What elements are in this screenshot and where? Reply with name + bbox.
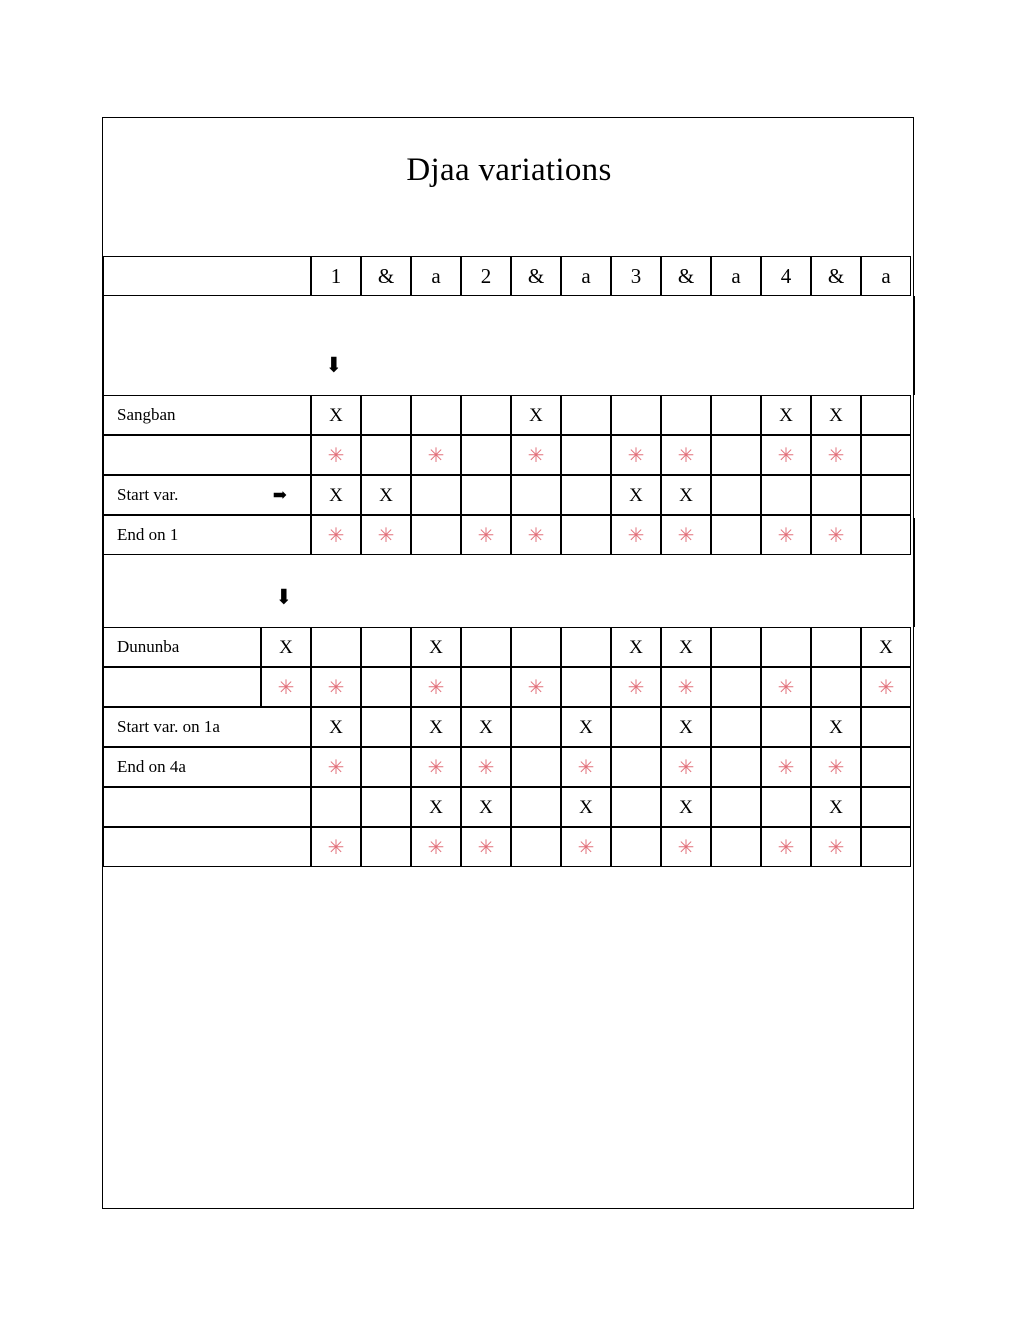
hit-cell — [811, 707, 861, 747]
accent-star-mark: ✳ — [677, 757, 695, 779]
hit-cell — [511, 707, 561, 747]
hit-cell — [811, 787, 861, 827]
hit-cell — [411, 787, 461, 827]
hit-cell — [511, 395, 561, 435]
hit-cell — [761, 627, 811, 667]
row-label-text: Sangban — [117, 405, 176, 424]
hit-cell — [461, 395, 511, 435]
hit-cell — [861, 627, 911, 667]
accent-cell — [461, 667, 511, 707]
hit-cell — [411, 395, 461, 435]
beat-header-cell: 4 — [761, 256, 811, 296]
accent-cell — [861, 827, 911, 867]
accent-cell — [811, 747, 861, 787]
hit-x-mark: X — [579, 796, 593, 818]
accent-star-mark: ✳ — [527, 677, 545, 699]
accent-cell — [861, 667, 911, 707]
beat-header-cell: 1 — [311, 256, 361, 296]
hit-cell — [661, 787, 711, 827]
accent-cell — [511, 435, 561, 475]
hit-cell — [261, 627, 311, 667]
start-cue-down-arrow-icon: ⬇ — [275, 585, 293, 609]
accent-cell — [411, 667, 461, 707]
accent-cell — [611, 435, 661, 475]
accent-cell — [511, 667, 561, 707]
hit-cell — [661, 395, 711, 435]
row-label-blank — [103, 827, 311, 867]
accent-star-mark: ✳ — [477, 757, 495, 779]
hit-cell — [761, 475, 811, 515]
accent-star-mark: ✳ — [427, 837, 445, 859]
accent-star-mark: ✳ — [327, 445, 345, 467]
hit-cell — [861, 707, 911, 747]
hit-cell — [611, 395, 661, 435]
beat-header-label-spacer — [103, 256, 311, 296]
hit-x-mark: X — [379, 484, 393, 506]
accent-star-mark: ✳ — [677, 677, 695, 699]
rhythm-row — [103, 627, 911, 667]
accent-star-mark: ✳ — [527, 525, 545, 547]
hit-cell — [861, 787, 911, 827]
hit-cell — [511, 627, 561, 667]
rhythm-row — [103, 787, 911, 827]
hit-x-mark: X — [879, 636, 893, 658]
accent-star-mark: ✳ — [827, 445, 845, 467]
hit-cell — [361, 707, 411, 747]
start-variation-right-arrow-icon: ➡ — [272, 485, 287, 505]
accent-cell — [361, 667, 411, 707]
accent-star-mark: ✳ — [327, 525, 345, 547]
hit-cell — [811, 475, 861, 515]
accent-cell — [811, 435, 861, 475]
accent-cell — [661, 827, 711, 867]
accent-cell — [811, 827, 861, 867]
accent-star-mark: ✳ — [477, 525, 495, 547]
hit-cell — [611, 707, 661, 747]
accent-cell — [311, 827, 361, 867]
accent-cell — [761, 827, 811, 867]
accent-star-mark: ✳ — [777, 445, 795, 467]
hit-cell — [361, 395, 411, 435]
beat-header-cell: 2 — [461, 256, 511, 296]
accent-cell — [411, 747, 461, 787]
accent-cell — [311, 747, 361, 787]
accent-star-mark: ✳ — [677, 525, 695, 547]
hit-x-mark: X — [279, 636, 293, 658]
accent-star-mark: ✳ — [627, 525, 645, 547]
hit-x-mark: X — [479, 796, 493, 818]
hit-cell — [461, 707, 511, 747]
hit-x-mark: X — [329, 484, 343, 506]
hit-cell — [461, 627, 511, 667]
hit-cell — [511, 475, 561, 515]
accent-cell — [711, 667, 761, 707]
hit-cell — [561, 395, 611, 435]
accent-star-mark: ✳ — [627, 677, 645, 699]
hit-cell — [861, 475, 911, 515]
hit-cell — [661, 475, 711, 515]
accent-cell — [411, 827, 461, 867]
hit-x-mark: X — [579, 716, 593, 738]
header-gap-spacer — [103, 296, 915, 395]
accent-star-mark: ✳ — [777, 525, 795, 547]
hit-cell — [561, 627, 611, 667]
hit-cell — [311, 707, 361, 747]
rhythm-row — [103, 707, 911, 747]
hit-cell — [311, 475, 361, 515]
row-label-start-var — [103, 475, 311, 515]
beat-header-cell: a — [711, 256, 761, 296]
hit-cell — [411, 627, 461, 667]
accent-cell — [861, 747, 911, 787]
beat-header-cell: & — [511, 256, 561, 296]
beat-header-cell: & — [661, 256, 711, 296]
beat-header-cell: & — [811, 256, 861, 296]
row-label-text: End on 1 — [117, 525, 179, 544]
row-label-text: Start var. on 1a — [117, 717, 220, 736]
accent-cell — [511, 747, 561, 787]
accent-cell — [661, 435, 711, 475]
hit-x-mark: X — [829, 796, 843, 818]
hit-cell — [811, 395, 861, 435]
accent-cell — [661, 747, 711, 787]
accent-star-mark: ✳ — [777, 677, 795, 699]
row-label-blank — [103, 787, 311, 827]
row-label-dununba — [103, 627, 261, 667]
hit-cell — [511, 787, 561, 827]
accent-cell — [361, 747, 411, 787]
accent-cell — [461, 435, 511, 475]
accent-star-mark: ✳ — [877, 677, 895, 699]
hit-cell — [411, 475, 461, 515]
hit-x-mark: X — [429, 716, 443, 738]
accent-cell — [811, 667, 861, 707]
hit-cell — [361, 475, 411, 515]
accent-cell — [461, 747, 511, 787]
accent-star-mark: ✳ — [577, 757, 595, 779]
hit-cell — [311, 627, 361, 667]
accent-cell — [711, 747, 761, 787]
accent-cell — [561, 827, 611, 867]
hit-x-mark: X — [629, 484, 643, 506]
accent-star-mark: ✳ — [377, 525, 395, 547]
accent-cell — [711, 827, 761, 867]
accent-cell — [611, 667, 661, 707]
accent-star-mark: ✳ — [477, 837, 495, 859]
accent-cell — [411, 435, 461, 475]
accent-star-mark: ✳ — [327, 757, 345, 779]
accent-cell — [761, 667, 811, 707]
row-label-blank — [103, 435, 311, 475]
hit-x-mark: X — [429, 796, 443, 818]
hit-x-mark: X — [479, 716, 493, 738]
hit-cell — [461, 475, 511, 515]
hit-cell — [711, 787, 761, 827]
hit-x-mark: X — [679, 484, 693, 506]
hit-cell — [761, 787, 811, 827]
hit-cell — [711, 475, 761, 515]
hit-cell — [861, 395, 911, 435]
document-page — [102, 117, 914, 1209]
accent-cell — [761, 747, 811, 787]
row-label-start-var-on-1a — [103, 707, 311, 747]
beat-header-cell: & — [361, 256, 411, 296]
hit-x-mark: X — [329, 716, 343, 738]
hit-x-mark: X — [679, 716, 693, 738]
beat-header-row — [103, 256, 911, 296]
accent-cell — [361, 435, 411, 475]
accent-star-mark: ✳ — [527, 445, 545, 467]
beat-header-cell: a — [561, 256, 611, 296]
rhythm-row — [103, 747, 911, 787]
accent-cell — [461, 827, 511, 867]
accent-cell — [261, 667, 311, 707]
accent-cell — [361, 827, 411, 867]
accent-cell — [561, 435, 611, 475]
hit-cell — [761, 395, 811, 435]
hit-cell — [761, 707, 811, 747]
rhythm-row — [103, 827, 911, 867]
hit-x-mark: X — [329, 404, 343, 426]
hit-cell — [361, 787, 411, 827]
beat-header-cell: 3 — [611, 256, 661, 296]
hit-cell — [311, 787, 361, 827]
row-label-end-on-4a — [103, 747, 311, 787]
rhythm-row — [103, 667, 911, 707]
accent-cell — [311, 667, 361, 707]
inter-block-spacer — [103, 518, 915, 627]
hit-x-mark: X — [829, 404, 843, 426]
accent-star-mark: ✳ — [277, 677, 295, 699]
page-title: Djaa variations — [406, 152, 612, 188]
accent-cell — [561, 747, 611, 787]
hit-cell — [361, 627, 411, 667]
hit-cell — [561, 475, 611, 515]
accent-star-mark: ✳ — [427, 757, 445, 779]
row-label-sangban — [103, 395, 311, 435]
row-label-blank — [103, 667, 261, 707]
beat-header-cell: a — [861, 256, 911, 296]
hit-x-mark: X — [679, 796, 693, 818]
row-label-text: End on 4a — [117, 757, 186, 776]
hit-cell — [611, 475, 661, 515]
accent-cell — [611, 827, 661, 867]
accent-star-mark: ✳ — [827, 757, 845, 779]
rhythm-row — [103, 475, 911, 515]
accent-star-mark: ✳ — [777, 757, 795, 779]
hit-cell — [711, 627, 761, 667]
accent-star-mark: ✳ — [427, 677, 445, 699]
accent-star-mark: ✳ — [827, 525, 845, 547]
hit-cell — [561, 707, 611, 747]
accent-cell — [761, 435, 811, 475]
hit-cell — [661, 707, 711, 747]
hit-cell — [561, 787, 611, 827]
row-label-text: Dununba — [117, 637, 180, 656]
hit-cell — [611, 787, 661, 827]
accent-star-mark: ✳ — [627, 445, 645, 467]
beat-header-cell: a — [411, 256, 461, 296]
accent-cell — [611, 747, 661, 787]
accent-star-mark: ✳ — [827, 837, 845, 859]
accent-star-mark: ✳ — [427, 445, 445, 467]
hit-cell — [711, 395, 761, 435]
hit-cell — [411, 707, 461, 747]
accent-star-mark: ✳ — [327, 677, 345, 699]
row-label-text: Start var. — [117, 485, 179, 504]
hit-x-mark: X — [829, 716, 843, 738]
accent-cell — [661, 667, 711, 707]
hit-cell — [811, 627, 861, 667]
hit-cell — [461, 787, 511, 827]
hit-cell — [611, 627, 661, 667]
hit-x-mark: X — [529, 404, 543, 426]
accent-cell — [711, 435, 761, 475]
accent-star-mark: ✳ — [777, 837, 795, 859]
hit-x-mark: X — [429, 636, 443, 658]
accent-cell — [511, 827, 561, 867]
hit-x-mark: X — [629, 636, 643, 658]
accent-star-mark: ✳ — [677, 837, 695, 859]
hit-x-mark: X — [679, 636, 693, 658]
accent-star-mark: ✳ — [577, 837, 595, 859]
accent-cell — [861, 435, 911, 475]
hit-cell — [661, 627, 711, 667]
accent-star-mark: ✳ — [327, 837, 345, 859]
rhythm-row — [103, 395, 911, 435]
accent-cell — [561, 667, 611, 707]
accent-cell — [311, 435, 361, 475]
accent-star-mark: ✳ — [677, 445, 695, 467]
hit-cell — [711, 707, 761, 747]
rhythm-row — [103, 435, 911, 475]
hit-x-mark: X — [779, 404, 793, 426]
start-cue-down-arrow-icon: ⬇ — [325, 353, 343, 377]
hit-cell — [311, 395, 361, 435]
